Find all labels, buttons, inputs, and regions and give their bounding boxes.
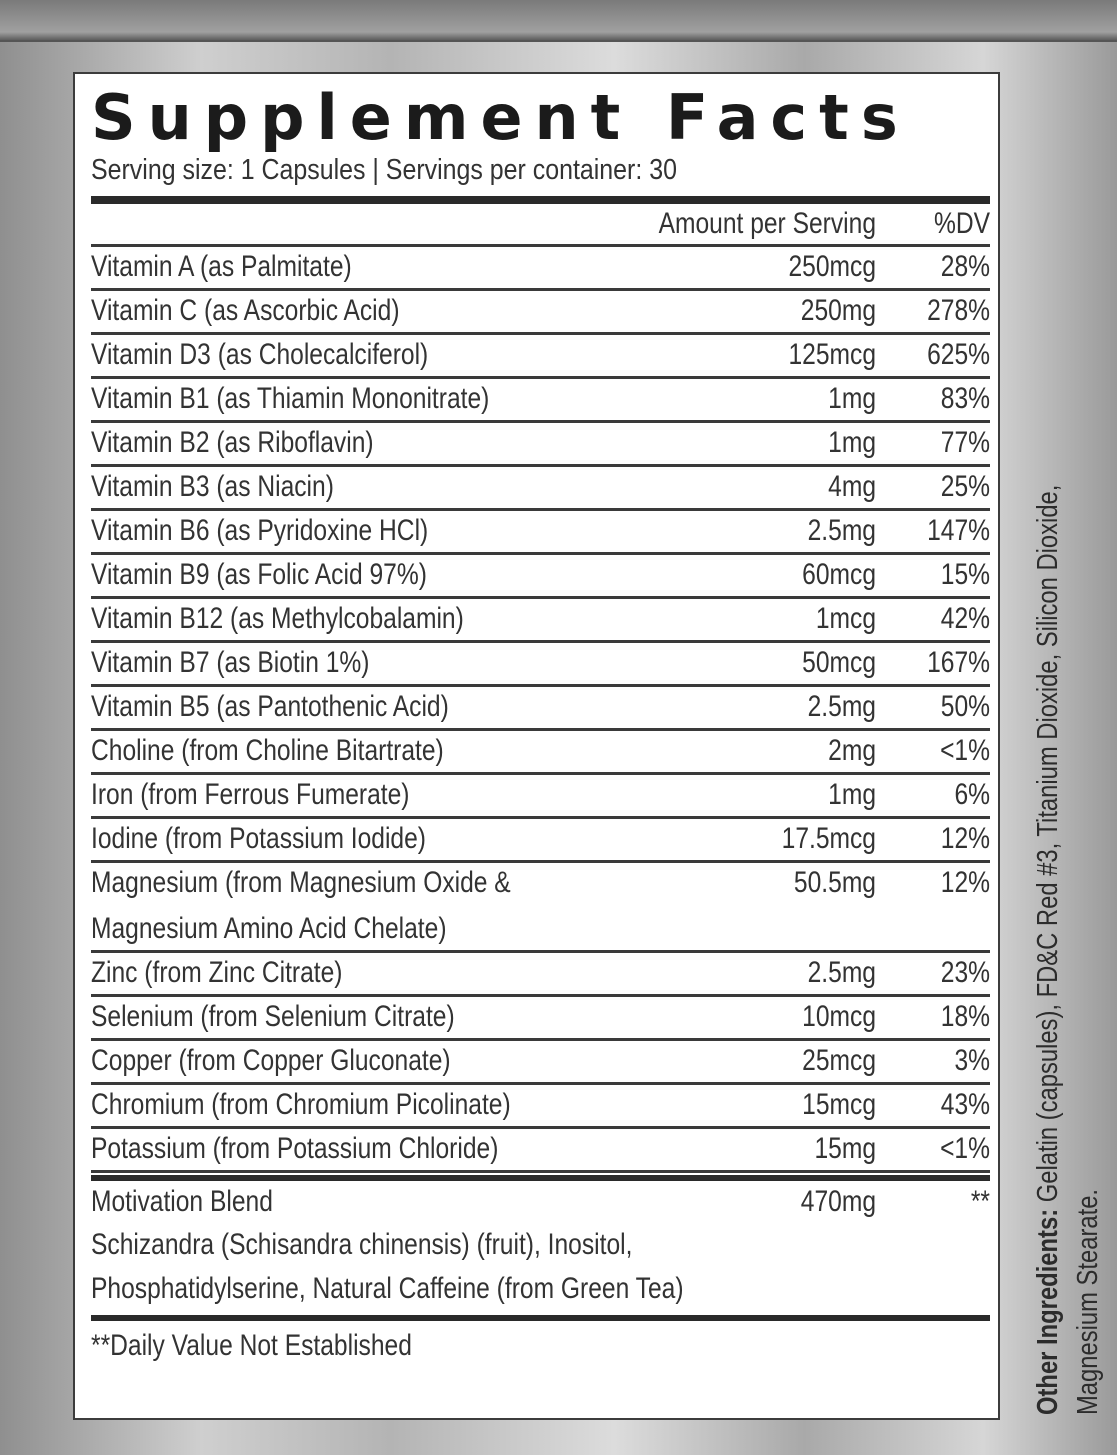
nutrient-amount: 15mcg <box>802 1088 876 1121</box>
nutrient-name-line2: Magnesium Amino Acid Chelate) <box>91 912 447 945</box>
nutrient-row <box>91 1085 990 1129</box>
nutrient-row <box>91 1129 990 1173</box>
label-title: Supplement Facts <box>91 81 910 154</box>
nutrient-name: Potassium (from Potassium Chloride) <box>91 1132 499 1165</box>
nutrient-dv: 18% <box>940 1000 990 1033</box>
nutrient-name: Chromium (from Chromium Picolinate) <box>91 1088 511 1121</box>
nutrient-name: Vitamin D3 (as Cholecalciferol) <box>91 338 429 371</box>
nutrient-name <box>91 863 676 949</box>
nutrient-dv: 28% <box>940 250 990 283</box>
nutrient-dv: 15% <box>940 558 990 591</box>
blend-ingredients-line1: Schizandra (Schisandra chinensis) (fruit), Inositol, <box>91 1228 633 1261</box>
nutrient-amount: 15mg <box>814 1132 876 1165</box>
nutrient-name: Iron (from Ferrous Fumerate) <box>91 778 410 811</box>
nutrient-amount: 1mg <box>828 778 876 811</box>
nutrient-amount: 250mcg <box>788 250 876 283</box>
blend-header-row <box>91 1181 990 1223</box>
nutrient-row <box>91 775 990 819</box>
nutrient-amount: 2.5mg <box>807 956 876 989</box>
nutrient-dv: 43% <box>940 1088 990 1121</box>
nutrient-row <box>91 423 990 467</box>
nutrient-dv: 167% <box>927 646 990 679</box>
nutrient-amount: 1mg <box>828 382 876 415</box>
nutrient-dv: 77% <box>940 426 990 459</box>
nutrient-amount: 1mg <box>828 426 876 459</box>
nutrient-name: Vitamin A (as Palmitate) <box>91 250 352 283</box>
nutrient-row-magnesium <box>91 863 990 953</box>
nutrient-row <box>91 643 990 687</box>
nutrient-dv: <1% <box>940 734 990 767</box>
nutrient-row <box>91 687 990 731</box>
nutrient-amount: 17.5mcg <box>781 822 876 855</box>
nutrient-name: Vitamin B9 (as Folic Acid 97%) <box>91 558 427 591</box>
blend-ingredients <box>91 1223 990 1311</box>
column-header-row <box>91 204 990 247</box>
nutrient-name: Vitamin B6 (as Pyridoxine HCl) <box>91 514 429 547</box>
nutrient-row <box>91 511 990 555</box>
header-dv: %DV <box>933 207 990 240</box>
nutrient-amount: 2.5mg <box>807 514 876 547</box>
nutrient-row <box>91 819 990 863</box>
nutrient-name: Zinc (from Zinc Citrate) <box>91 956 343 989</box>
nutrient-dv: <1% <box>940 1132 990 1165</box>
nutrient-row <box>91 953 990 997</box>
other-ingredients-line1: Gelatin (capsules), FD&C Red #3, Titanium Dioxide, Silicon Dioxide, <box>1032 484 1064 1203</box>
nutrient-row <box>91 335 990 379</box>
blend-dv: ** <box>970 1185 990 1218</box>
nutrient-dv: 12% <box>940 866 990 899</box>
nutrient-dv: 6% <box>954 778 990 811</box>
top-edge-strip <box>0 0 1117 42</box>
nutrient-dv: 23% <box>940 956 990 989</box>
nutrient-row <box>91 247 990 291</box>
nutrient-name: Vitamin C (as Ascorbic Acid) <box>91 294 400 327</box>
nutrient-amount: 125mcg <box>788 338 876 371</box>
nutrient-row <box>91 291 990 335</box>
nutrient-row <box>91 555 990 599</box>
nutrient-dv: 12% <box>940 822 990 855</box>
nutrient-dv: 42% <box>940 602 990 635</box>
nutrient-name: Choline (from Choline Bitartrate) <box>91 734 444 767</box>
nutrient-rows <box>91 247 990 863</box>
nutrient-row <box>91 731 990 775</box>
other-ingredients <box>1028 215 1108 1415</box>
nutrient-name: Vitamin B2 (as Riboflavin) <box>91 426 374 459</box>
nutrient-row <box>91 599 990 643</box>
other-ingredients-line2: Magnesium Stearate. <box>1072 1188 1104 1415</box>
motivation-blend <box>91 1175 990 1321</box>
nutrient-name: Selenium (from Selenium Citrate) <box>91 1000 455 1033</box>
divider-thick <box>91 196 990 204</box>
blend-name: Motivation Blend <box>91 1185 273 1218</box>
nutrient-name: Copper (from Copper Gluconate) <box>91 1044 451 1077</box>
nutrient-name: Vitamin B5 (as Pantothenic Acid) <box>91 690 449 723</box>
nutrient-dv: 625% <box>927 338 990 371</box>
nutrient-name: Vitamin B1 (as Thiamin Mononitrate) <box>91 382 490 415</box>
nutrient-name: Vitamin B3 (as Niacin) <box>91 470 334 503</box>
blend-amount: 470mg <box>800 1185 876 1218</box>
nutrient-amount: 50mcg <box>802 646 876 679</box>
nutrient-name: Iodine (from Potassium Iodide) <box>91 822 426 855</box>
other-ingredients-heading: Other Ingredients: <box>1032 1208 1064 1415</box>
serving-info: Serving size: 1 Capsules | Servings per container: 30 <box>91 154 677 186</box>
supplement-facts-panel <box>73 72 1000 1420</box>
nutrient-amount: 25mcg <box>802 1044 876 1077</box>
nutrient-dv: 25% <box>940 470 990 503</box>
nutrient-amount: 10mcg <box>802 1000 876 1033</box>
nutrient-amount: 2mg <box>828 734 876 767</box>
nutrient-amount: 250mg <box>800 294 876 327</box>
nutrient-name: Vitamin B7 (as Biotin 1%) <box>91 646 370 679</box>
blend-ingredients-line2: Phosphatidylserine, Natural Caffeine (from Green Tea) <box>91 1272 684 1305</box>
nutrient-amount: 50.5mg <box>793 866 876 899</box>
nutrient-name-line1: Magnesium (from Magnesium Oxide & <box>91 866 511 899</box>
nutrient-dv: 50% <box>940 690 990 723</box>
header-amount: Amount per Serving <box>658 207 876 240</box>
nutrient-dv: 278% <box>927 294 990 327</box>
nutrient-amount: 4mg <box>828 470 876 503</box>
nutrient-name: Vitamin B12 (as Methylcobalamin) <box>91 602 464 635</box>
nutrient-row <box>91 379 990 423</box>
nutrient-row <box>91 467 990 511</box>
nutrient-dv: 147% <box>927 514 990 547</box>
nutrient-amount: 60mcg <box>802 558 876 591</box>
nutrient-amount: 1mcg <box>815 602 876 635</box>
nutrient-amount: 2.5mg <box>807 690 876 723</box>
nutrient-row <box>91 997 990 1041</box>
nutrient-rows-2 <box>91 953 990 1173</box>
nutrient-row <box>91 1041 990 1085</box>
nutrient-dv: 83% <box>940 382 990 415</box>
footnote: **Daily Value Not Established <box>91 1329 412 1362</box>
nutrient-dv: 3% <box>954 1044 990 1077</box>
